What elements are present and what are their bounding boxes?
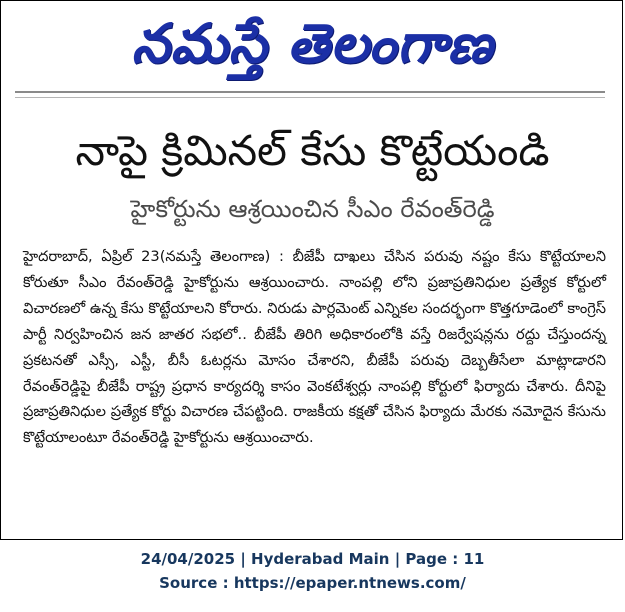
- publication-info: 24/04/2025 | Hyderabad Main | Page : 11: [140, 550, 485, 568]
- masthead-divider-thin: [15, 97, 605, 98]
- article-headline: నాపై క్రిమినల్ కేసు కొట్టేయండి: [75, 126, 550, 175]
- article-subheadline: హైకోర్టును ఆశ్రయించిన సీఎం రేవంత్‌రెడ్డి: [130, 195, 495, 223]
- newspaper-masthead: నమస్తే తెలంగాణ: [131, 12, 494, 75]
- source-link[interactable]: Source : https://epaper.ntnews.com/: [159, 574, 466, 592]
- masthead-divider: [15, 91, 605, 93]
- article-body: హైదరాబాద్, ఏప్రిల్ 23(నమస్తే తెలంగాణ) : బీజేపీ దాఖలు చేసిన పరువు నష్టం కేసు కొట్టేయాలని కోరుతూ సీఎం రేవంత్‌రెడ్డి హైకోర్టును ఆశ్రయించారు. నాంపల్లి లోని ప్రజాప్రతినిధుల ప్రత్యేక కోర్టులో విచారణలో ఉన్న కేసు కొట్టేయాలని కోరారు. నిరుడు పార్లమెంట్ ఎన్నికల సందర్భంగా కొత్తగూడెంలో కాంగ్రెస్ పార్టీ నిర్వహించిన జన జాతర సభలో.. బీజేపీ తిరిగి అధికారంలోకి వస్తే రిజర్వేషన్లను రద్దు చేస్తుందన్న ప్రకటనతో ఎస్సీ, ఎస్టీ, బీసీ ఓటర్లను మోసం చేశారని, బీజేపీ పరువు దెబ్బతీసేలా మాట్లాడారని రేవంత్‌రెడ్డిపై బీజేపీ రాష్ట్ర ప్రధాన కార్యదర్శి కాసం వెంకటేశ్వర్లు నాంపల్లి కోర్టులో ఫిర్యాదు చేశారు. దీనిపై ప్రజాప్రతినిధుల ప్రత్యేక కోర్టు విచారణ చేపట్టింది. రాజకీయ కక్షతో చేసిన ఫిర్యాదు మేరకు నమోదైన కేసును కొట్టేయాలంటూ రేవంత్‌రెడ్డి హైకోర్టును ఆశ్రయించారు.: [23, 248, 606, 447]
